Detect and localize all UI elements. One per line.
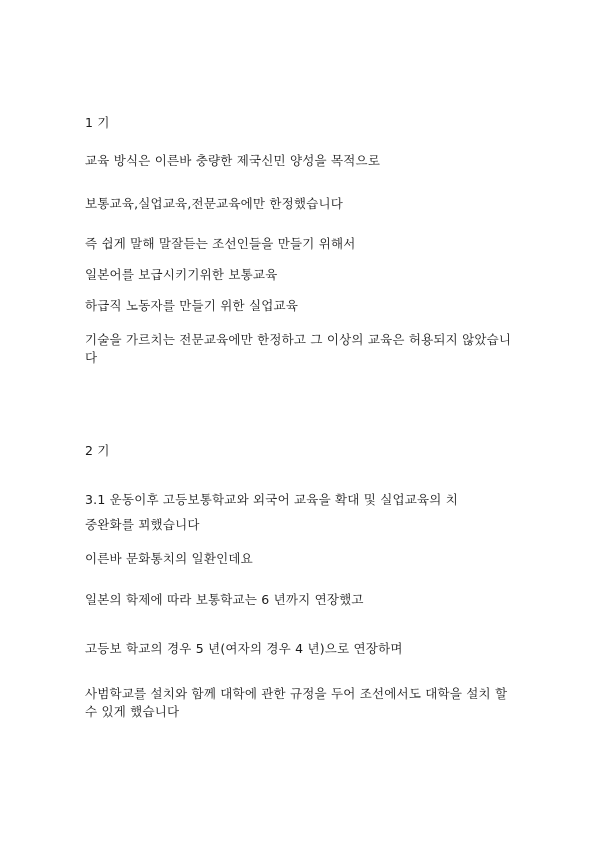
section-1-line-3: 즉 쉽게 말해 말잘듣는 조선인들을 만들기 위해서 <box>85 236 356 251</box>
section-2-line-2: 중완화를 꾀했습니다 <box>85 517 200 532</box>
section-1-line-6: 기술을 가르치는 전문교육에만 한정하고 그 이상의 교육은 허용되지 않았습니다 <box>85 332 512 365</box>
section-1-line-1: 교육 방식은 이른바 충량한 제국신민 양성을 목적으로 <box>85 153 381 168</box>
section-1-heading: 1 기 <box>85 115 110 130</box>
section-1-line-2: 보통교육,실업교육,전문교육에만 한정했습니다 <box>85 196 344 211</box>
section-2-line-5: 고등보 학교의 경우 5 년(여자의 경우 4 년)으로 연장하며 <box>85 641 403 656</box>
section-2-line-3: 이른바 문화통치의 일환인데요 <box>85 551 253 566</box>
section-2-heading: 2 기 <box>85 443 110 458</box>
section-1-line-5: 하급직 노동자를 만들기 위한 실업교육 <box>85 298 299 313</box>
section-2-line-6: 사범학교를 설치와 함께 대학에 관한 규정을 두어 조선에서도 대학을 설치 할수 있게 했습니다 <box>85 686 508 719</box>
section-1-line-4: 일본어를 보급시키기위한 보통교육 <box>85 267 278 282</box>
section-2-line-1: 3.1 운동이후 고등보통학교와 외국어 교육을 확대 및 실업교육의 치 <box>85 492 459 507</box>
section-2-line-4: 일본의 학제에 따라 보통학교는 6 년까지 연장했고 <box>85 592 364 607</box>
